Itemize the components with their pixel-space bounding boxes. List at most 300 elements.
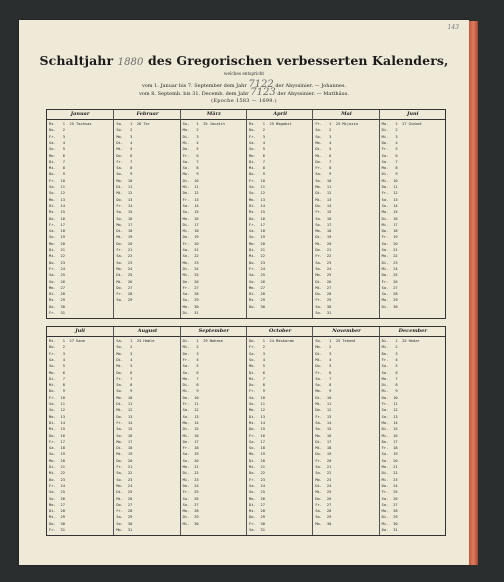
weekday: Mi.	[249, 298, 256, 303]
weekday: Sa.	[182, 203, 190, 208]
day-row	[116, 527, 178, 533]
day-number: 4	[395, 140, 398, 145]
weekday: Fr.	[182, 402, 190, 406]
weekday: Mi.	[249, 465, 256, 469]
day-number: 4	[62, 357, 65, 362]
day-number: 25	[326, 490, 332, 495]
weekday: Di.	[49, 292, 56, 297]
weekday: Fr.	[49, 528, 56, 532]
day-number: 24	[393, 483, 398, 488]
weekday: Fr.	[315, 370, 322, 375]
weekday: So.	[381, 292, 389, 297]
day-number: 15	[194, 427, 199, 432]
day-number: 24	[127, 483, 133, 488]
weekday: Di.	[182, 222, 190, 227]
day-number: 25	[127, 273, 133, 278]
day-number: 26	[127, 496, 133, 501]
weekday: So.	[49, 364, 56, 369]
weekday: Di.	[182, 311, 190, 315]
weekday: Mi.	[49, 427, 56, 432]
day-number: 29	[127, 515, 133, 520]
weekday: Mi.	[381, 178, 389, 183]
day-number: 18	[260, 229, 265, 234]
abyssinian-day: 25	[335, 339, 341, 343]
day-number: 21	[194, 465, 199, 469]
day-number: 10	[393, 178, 398, 183]
weekday: Mi.	[116, 364, 123, 369]
day-number: 16	[326, 433, 332, 438]
weekday: So.	[116, 433, 123, 438]
day-number: 3	[329, 351, 332, 356]
day-number: 17	[194, 222, 199, 227]
day-number: 26	[60, 496, 65, 501]
day-row	[116, 297, 178, 303]
day-number: 28	[260, 292, 265, 297]
day-number: 15	[60, 427, 65, 432]
day-number: 6	[329, 370, 332, 375]
weekday: Mi.	[49, 383, 56, 388]
weekday: Mo.	[49, 502, 56, 507]
day-number: 28	[393, 509, 398, 514]
weekday: Do.	[381, 140, 389, 145]
weekday: Di.	[182, 178, 190, 183]
day-number: 20	[127, 458, 133, 463]
day-number: 4	[196, 357, 199, 362]
weekday: So.	[381, 159, 389, 164]
weekday: Mo.	[249, 364, 256, 369]
day-number: 7	[395, 159, 398, 164]
weekday: Sa.	[116, 298, 123, 303]
day-number: 22	[260, 254, 265, 259]
weekday: Mo.	[381, 122, 389, 126]
abyssinian-month: Hamle	[143, 339, 155, 343]
weekday: Mo.	[182, 465, 190, 469]
weekday: Fr.	[249, 433, 256, 438]
weekday: So.	[381, 203, 389, 208]
day-number: 28	[326, 509, 332, 514]
day-number: 4	[262, 140, 265, 145]
day-number: 20	[260, 458, 265, 463]
weekday: Sa.	[315, 509, 322, 514]
day-number: 9	[62, 389, 65, 394]
weekday: Mi.	[182, 345, 190, 350]
weekday: Di.	[182, 515, 190, 520]
weekday: Do.	[49, 216, 56, 221]
weekday: Sa.	[381, 153, 389, 158]
weekday: Di.	[249, 458, 256, 463]
day-number: 29	[260, 298, 265, 303]
weekday: Mo.	[249, 408, 256, 413]
handwritten-year-2: 7123	[250, 87, 276, 98]
day-number: 29	[326, 298, 332, 303]
weekday: Sa.	[315, 216, 322, 221]
day-number: 15	[260, 210, 265, 215]
day-number: 11	[260, 402, 265, 406]
day-number: 17	[60, 222, 65, 227]
abyssinian-day: 25	[335, 122, 341, 126]
weekday: Di.	[116, 357, 123, 362]
day-number: 30	[60, 304, 65, 309]
weekday: Fr.	[49, 395, 56, 400]
day-number: 16	[260, 216, 265, 221]
weekday: Do.	[381, 439, 389, 444]
weekday: Mo.	[381, 509, 389, 514]
day-number: 24	[260, 483, 265, 488]
day-number: 3	[130, 134, 133, 139]
day-number: 9	[262, 389, 265, 394]
weekday: Sa.	[381, 285, 389, 290]
weekday: Do.	[49, 128, 56, 133]
day-number: 19	[260, 452, 265, 457]
day-number: 5	[196, 147, 199, 152]
day-number: 20	[60, 241, 65, 246]
weekday: Fr.	[182, 285, 190, 290]
day-number: 11	[127, 185, 133, 189]
day-number: 18	[393, 229, 398, 234]
day-number: 9	[62, 172, 65, 177]
weekday: Do.	[49, 304, 56, 309]
day-number: 30	[326, 304, 332, 309]
day-number: 15	[393, 210, 398, 215]
day-number: 13	[194, 414, 199, 419]
weekday: Fr.	[182, 446, 190, 451]
weekday: Fr.	[116, 465, 123, 469]
weekday: Mo.	[182, 420, 190, 425]
day-row	[315, 521, 377, 527]
weekday: Mo.	[49, 241, 56, 246]
weekday: So.	[315, 222, 322, 227]
weekday: Do.	[49, 521, 56, 526]
day-number: 4	[329, 357, 332, 362]
weekday: Mo.	[182, 509, 190, 514]
weekday: Mi.	[315, 357, 322, 362]
day-number: 13	[393, 197, 398, 202]
weekday: Di.	[381, 260, 389, 265]
day-number: 7	[62, 159, 65, 164]
weekday: So.	[182, 414, 190, 419]
day-row	[183, 521, 245, 527]
weekday: Sa.	[116, 166, 123, 171]
day-number: 19	[393, 452, 398, 457]
day-number: 27	[194, 285, 199, 290]
weekday: Di.	[381, 471, 389, 476]
day-number: 2	[130, 345, 133, 350]
weekday: Mi.	[116, 235, 123, 240]
month-header: Januar	[47, 110, 113, 120]
weekday: Mo.	[381, 166, 389, 171]
weekday: Mi.	[49, 339, 56, 343]
day-number: 29	[326, 515, 332, 520]
weekday: Mo.	[182, 304, 190, 309]
subtitle: welches entspricht	[223, 71, 265, 76]
day-number: 18	[326, 446, 332, 451]
weekday: Di.	[249, 248, 256, 252]
day-number: 18	[260, 446, 265, 451]
weekday: Di.	[315, 147, 322, 152]
weekday: Do.	[315, 159, 322, 164]
day-number: 15	[127, 427, 133, 432]
day-number: 17	[127, 439, 133, 444]
day-number: 19	[326, 235, 332, 240]
weekday: Do.	[49, 477, 56, 482]
day-number: 23	[326, 477, 332, 482]
weekday: So.	[249, 446, 256, 451]
day-number: 3	[196, 134, 199, 139]
day-number: 5	[262, 147, 265, 152]
weekday: Fr.	[249, 134, 256, 139]
day-number: 6	[62, 370, 65, 375]
day-number: 11	[127, 402, 133, 406]
day-number: 18	[393, 446, 398, 451]
weekday: Mi.	[249, 122, 256, 126]
day-number: 10	[326, 178, 332, 183]
weekday: Mo.	[249, 153, 256, 158]
weekday: Mo.	[315, 140, 322, 145]
weekday: Sa.	[116, 122, 123, 126]
weekday: Do.	[315, 292, 322, 297]
abyssinian-day: 25	[402, 339, 407, 343]
day-number: 25	[60, 273, 65, 278]
weekday: Mo.	[315, 345, 322, 350]
page-number: 143	[447, 24, 459, 31]
weekday: So.	[116, 260, 123, 265]
day-number: 3	[262, 351, 265, 356]
weekday: Fr.	[49, 311, 56, 315]
weekday: Di.	[249, 370, 256, 375]
weekday: Fr.	[116, 509, 123, 514]
day-number: 23	[393, 260, 398, 265]
weekday: Mo.	[182, 128, 190, 133]
day-number: 13	[393, 414, 398, 419]
weekday: Mi.	[381, 433, 389, 438]
month-header: November	[313, 327, 379, 337]
weekday: Do.	[116, 197, 123, 202]
weekday: Do.	[249, 515, 256, 520]
weekday: Mo.	[49, 458, 56, 463]
day-number: 11	[326, 402, 332, 406]
day-number: 9	[395, 172, 398, 177]
weekday: So.	[381, 248, 389, 252]
abyssinian-month: Sane	[76, 339, 85, 343]
weekday: Di.	[116, 273, 123, 278]
day-number: 6	[196, 370, 199, 375]
weekday: So.	[116, 345, 123, 350]
weekday: Fr.	[49, 222, 56, 227]
day-number: 6	[395, 153, 398, 158]
weekday: Do.	[116, 502, 123, 507]
day-number: 13	[127, 414, 133, 419]
day-number: 1	[196, 339, 199, 343]
month-column	[379, 110, 446, 318]
day-number: 16	[60, 433, 65, 438]
day-number: 18	[194, 229, 199, 234]
weekday: Sa.	[49, 273, 56, 278]
day-number: 10	[194, 395, 199, 400]
day-number: 22	[60, 254, 65, 259]
weekday: Fr.	[249, 345, 256, 350]
day-number: 14	[393, 420, 398, 425]
abyssinian-day: 25	[269, 122, 274, 126]
day-number: 11	[393, 402, 398, 406]
weekday: Mi.	[49, 254, 56, 259]
weekday: Mi.	[49, 471, 56, 476]
day-number: 30	[260, 304, 265, 309]
day-number: 27	[127, 502, 133, 507]
weekday: So.	[49, 452, 56, 457]
day-number: 29	[194, 298, 199, 303]
day-number: 16	[393, 433, 398, 438]
day-number: 13	[127, 197, 133, 202]
weekday: So.	[381, 414, 389, 419]
weekday: Di.	[49, 465, 56, 469]
abyssinian-day: 24	[269, 339, 274, 343]
weekday: Do.	[381, 395, 389, 400]
day-number: 1	[62, 339, 65, 343]
day-number: 13	[60, 414, 65, 419]
weekday: Sa.	[315, 304, 322, 309]
weekday: Do.	[182, 351, 190, 356]
day-number: 28	[127, 292, 133, 297]
weekday: Do.	[249, 172, 256, 177]
day-number: 1	[395, 339, 398, 343]
weekday: So.	[182, 166, 190, 171]
day-number: 8	[196, 383, 199, 388]
day-number: 31	[194, 311, 199, 315]
day-number: 21	[393, 465, 398, 469]
weekday: Do.	[116, 370, 123, 375]
weekday: Fr.	[381, 191, 389, 196]
weekday: Mo.	[249, 197, 256, 202]
day-number: 1	[262, 122, 265, 126]
weekday: Sa.	[381, 197, 389, 202]
abyssinian-month: Tekemt	[342, 339, 356, 343]
weekday: So.	[182, 298, 190, 303]
day-number: 21	[260, 248, 265, 252]
weekday: Mi.	[116, 191, 123, 196]
weekday: Sa.	[116, 427, 123, 432]
weekday: Fr.	[116, 248, 123, 252]
weekday: Mo.	[182, 172, 190, 177]
weekday: Sa.	[381, 364, 389, 369]
day-number: 6	[329, 153, 332, 158]
weekday: Mi.	[315, 153, 322, 158]
weekday: Fr.	[315, 210, 322, 215]
weekday: Fr.	[381, 490, 389, 495]
day-number: 5	[395, 364, 398, 369]
day-number: 19	[60, 235, 65, 240]
weekday: Fr.	[116, 203, 123, 208]
day-row	[49, 527, 111, 533]
day-number: 4	[130, 357, 133, 362]
day-number: 17	[60, 439, 65, 444]
month-header: October	[247, 327, 313, 337]
weekday: Mi.	[315, 241, 322, 246]
day-number: 4	[62, 140, 65, 145]
weekday: Mi.	[381, 345, 389, 350]
day-number: 2	[196, 345, 199, 350]
weekday: Mo.	[182, 216, 190, 221]
day-number: 23	[194, 477, 199, 482]
weekday: Sa.	[249, 229, 256, 234]
day-number: 28	[127, 509, 133, 514]
abyssinian-month: Mijazia	[342, 122, 358, 126]
weekday: Mo.	[381, 465, 389, 469]
weekday: Di.	[381, 427, 389, 432]
weekday: Fr.	[315, 502, 322, 507]
weekday: Mo.	[315, 433, 322, 438]
weekday: So.	[315, 178, 322, 183]
weekday: Sa.	[249, 140, 256, 145]
weekday: Do.	[182, 279, 190, 284]
weekday: Mi.	[182, 273, 190, 278]
day-number: 10	[127, 178, 133, 183]
day-number: 7	[395, 376, 398, 381]
day-number: 18	[194, 446, 199, 451]
day-number: 28	[60, 509, 65, 514]
day-number: 12	[326, 191, 332, 196]
weekday: Mi.	[116, 147, 123, 152]
weekday: So.	[315, 339, 322, 343]
day-number: 6	[262, 370, 265, 375]
weekday: Di.	[116, 185, 123, 189]
day-number: 26	[127, 279, 133, 284]
weekday: Sa.	[182, 496, 190, 501]
day-number: 30	[326, 521, 332, 526]
weekday: So.	[249, 490, 256, 495]
weekday: Do.	[182, 483, 190, 488]
day-number: 14	[326, 420, 332, 425]
weekday: Do.	[116, 414, 123, 419]
weekday: Sa.	[249, 395, 256, 400]
day-number: 4	[196, 140, 199, 145]
abyssinian-day: 25	[69, 122, 74, 126]
day-number: 5	[130, 364, 133, 369]
weekday: Fr.	[249, 521, 256, 526]
day-number: 11	[60, 402, 65, 406]
weekday: Mi.	[182, 389, 190, 394]
weekday: Fr.	[249, 477, 256, 482]
weekday: So.	[49, 235, 56, 240]
day-number: 29	[393, 515, 398, 520]
weekday: Sa.	[116, 339, 123, 343]
weekday: Mo.	[116, 395, 123, 400]
day-number: 7	[196, 159, 199, 164]
day-number: 12	[194, 191, 199, 196]
weekday: Mo.	[116, 528, 123, 532]
month-header: September	[181, 327, 247, 337]
day-number: 22	[194, 471, 199, 476]
day-number: 7	[329, 159, 332, 164]
day-number: 14	[194, 420, 199, 425]
weekday: Mi.	[182, 185, 190, 189]
abyssinian-day: 29	[203, 339, 208, 343]
day-number: 16	[194, 433, 199, 438]
day-number: 7	[130, 376, 133, 381]
weekday: Di.	[381, 172, 389, 177]
day-number: 14	[127, 203, 133, 208]
day-number: 31	[393, 528, 398, 532]
day-number: 15	[326, 210, 332, 215]
weekday: Mo.	[116, 178, 123, 183]
handwritten-year: 1880	[117, 57, 144, 68]
weekday: Fr.	[182, 241, 190, 246]
day-number: 6	[262, 153, 265, 158]
day-number: 4	[329, 140, 332, 145]
abyssinian-day: 25	[136, 339, 142, 343]
day-number: 3	[395, 134, 398, 139]
day-number: 2	[395, 128, 398, 133]
weekday: Mo.	[315, 229, 322, 234]
